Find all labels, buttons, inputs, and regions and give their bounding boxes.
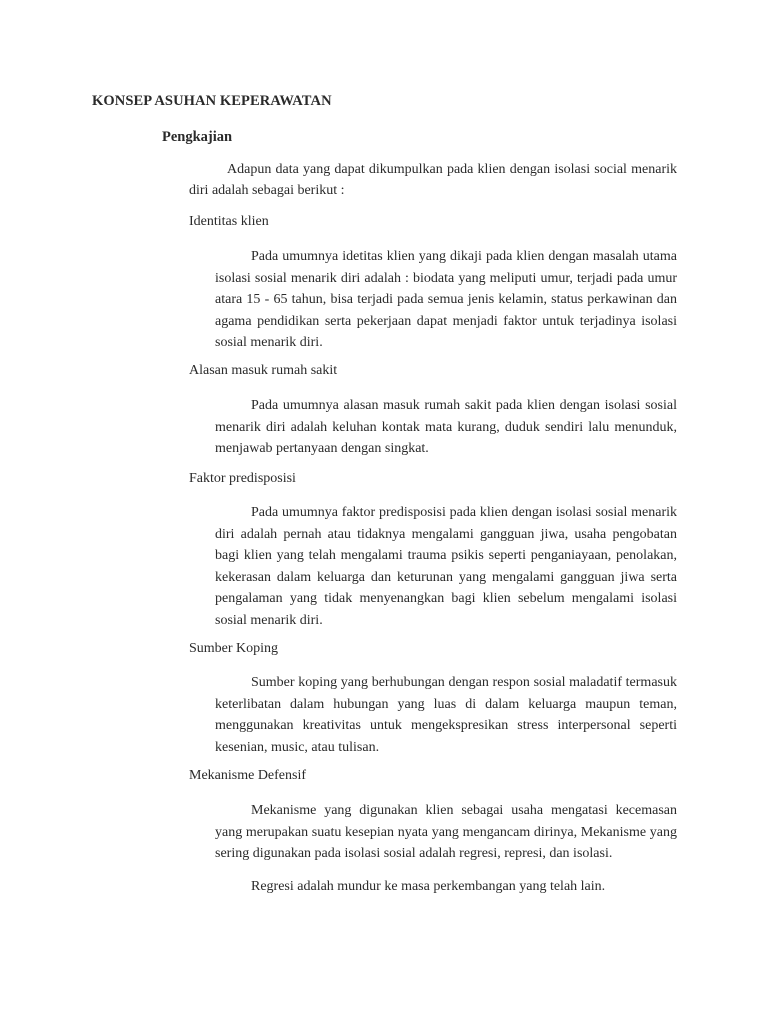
heading-sumber-koping: Sumber Koping (189, 641, 279, 656)
document-title: KONSEP ASUHAN KEPERAWATAN (92, 93, 332, 109)
paragraph-sumber-koping: Sumber koping yang berhubungan dengan respon sosial maladatif termasuk keterlibatan dalam hubungan yang luas di dalam keluarga maupun teman, menggunakan kreativitas untuk mengekspresikan stress interpersonal seperti kesenian, music, atau tulisan. (215, 675, 677, 755)
intro-paragraph: Adapun data yang dapat dikumpulkan pada klien dengan isolasi social menarik diri adalah sebagai berikut : (189, 162, 677, 198)
paragraph-regresi: Regresi adalah mundur ke masa perkembangan yang telah lain. (251, 879, 606, 894)
paragraph-alasan-masuk: Pada umumnya alasan masuk rumah sakit pada klien dengan isolasi sosial menarik diri adalah keluhan kontak mata kurang, duduk sendiri lalu menunduk, menjawab pertanyaan dengan singkat. (215, 398, 677, 456)
heading-identitas-klien: Identitas klien (189, 214, 269, 229)
heading-mekanisme-defensif: Mekanisme Defensif (189, 768, 307, 783)
heading-faktor-predisposisi: Faktor predisposisi (189, 471, 296, 486)
section-subtitle: Pengkajian (162, 129, 233, 145)
paragraph-identitas-klien: Pada umumnya idetitas klien yang dikaji pada klien dengan masalah utama isolasi sosial menarik diri adalah : biodata yang meliputi umur, terjadi pada umur atara 15 - 65 tahun, bisa terjadi pada semua jenis kelamin, status perkawinan dan agama pendidikan serta pekerjaan dapat menjadi faktor untuk terjadinya isolasi sosial menarik diri. (215, 249, 677, 350)
paragraph-mekanisme-defensif: Mekanisme yang digunakan klien sebagai usaha mengatasi kecemasan yang merupakan suatu kesepian nyata yang mengancam dirinya, Mekanisme yang sering digunakan pada isolasi sosial adalah regresi, represi, dan isolasi. (215, 803, 677, 861)
heading-alasan-masuk: Alasan masuk rumah sakit (189, 363, 338, 378)
paragraph-faktor-predisposisi: Pada umumnya faktor predisposisi pada klien dengan isolasi sosial menarik diri adalah pernah atau tidaknya mengalami gangguan jiwa, usaha pengobatan bagi klien yang telah mengalami trauma psikis seperti penganiayaan, penolakan, kekerasan dalam keluarga dan keturunan yang mengalami gangguan jiwa serta pengalaman yang tidak menyenangkan bagi klien sebelum mengalami isolasi sosial menarik diri. (215, 505, 677, 628)
